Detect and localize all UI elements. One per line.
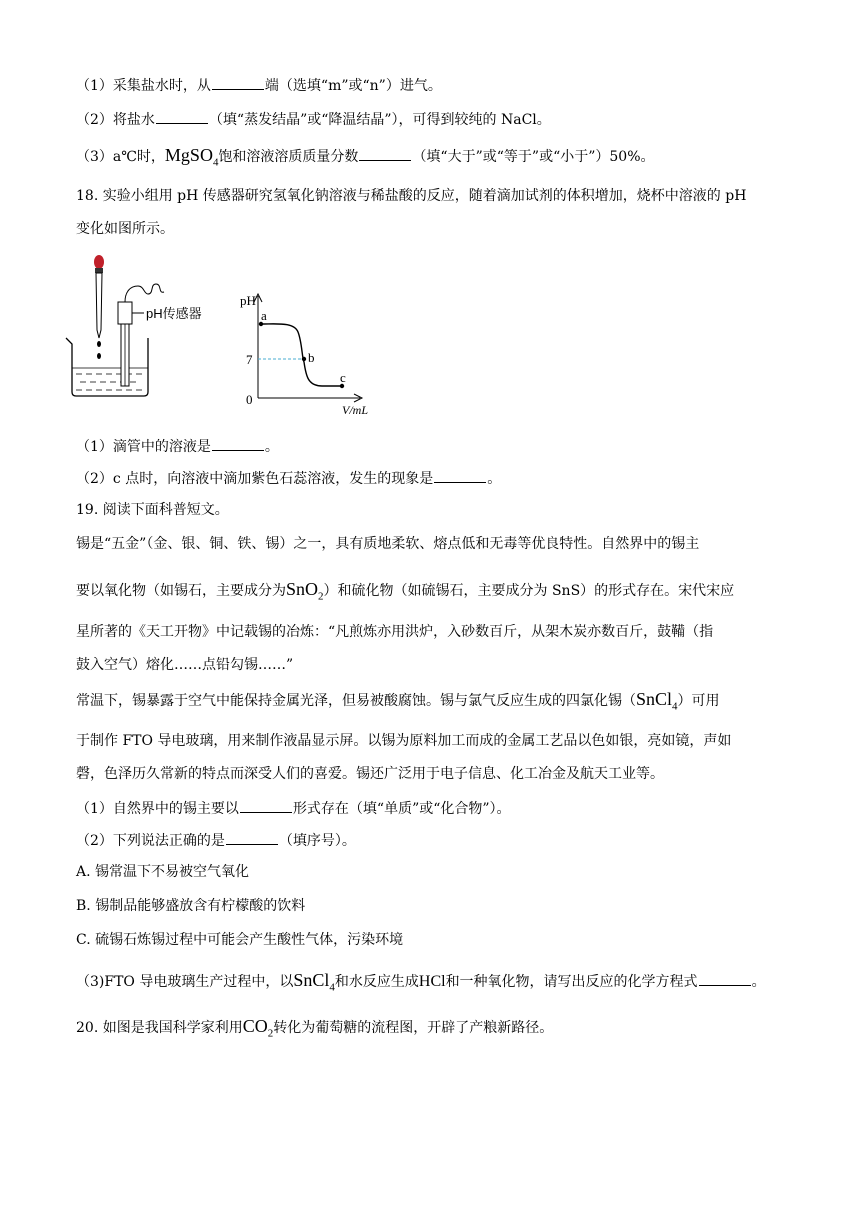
answer-blank[interactable] [212, 436, 264, 451]
q19-para-line6: 于制作 FTO 导电玻璃，用来制作液晶显示屏。以锡为原料加工而成的金属工艺品以色如银，亮如镜，声如 [76, 733, 732, 749]
beaker-icon [66, 338, 148, 396]
option-a: A. 锡常温下不易被空气氧化 [76, 864, 250, 880]
q19-l2-text-end: ）和硫化物（如硫锡石，主要成分为 SnS）的形式存在。宋代宋应 [323, 583, 735, 599]
origin-label: 0 [246, 392, 253, 407]
q18-p1-text-end: 。 [264, 439, 279, 455]
q19-p3-mid1: 和水反应生成 [334, 974, 419, 990]
q17-part1 [76, 75, 442, 96]
answer-blank[interactable] [240, 798, 292, 813]
q18-part1 [76, 436, 279, 457]
q19-para-line2 [76, 579, 734, 607]
q19-l5-text: 常温下，锡暴露于空气中能保持金属光泽，但易被酸腐蚀。锡与氯气反应生成的四氯化锡（ [76, 693, 636, 709]
q18-p2-text: （2）c 点时，向溶液中滴加紫色石蕊溶液，发生的现象是 [76, 471, 434, 487]
sncl4-formula: SnCl$_4$ [293, 970, 335, 994]
ph-curve [261, 324, 342, 386]
q19-part3 [76, 970, 766, 998]
q19-p3-mid2: 和一种氧化物，请写出反应的化学方程式 [445, 974, 698, 990]
q18-intro-line2: 变化如图所示。 [76, 221, 174, 237]
q19-p1-text: （1）自然界中的锡主要以 [76, 801, 239, 817]
hcl-formula: HCl [418, 973, 446, 990]
answer-blank[interactable] [434, 468, 486, 483]
sno2-formula: SnO$_2$ [286, 579, 324, 603]
answer-blank[interactable] [156, 109, 208, 124]
ph-sensor-icon [118, 284, 164, 386]
q18-p2-text-end: 。 [487, 471, 502, 487]
q17-p2-text: （2）将盐水 [76, 112, 155, 128]
q17-p3-text: （3）a℃时， [76, 149, 165, 165]
sncl4-formula: SnCl$_4$ [636, 689, 678, 713]
point-a-label: a [261, 308, 267, 323]
q19-part2 [76, 830, 356, 851]
q17-p3-mid: 饱和溶液溶质质量分数 [218, 149, 359, 165]
q17-part2 [76, 109, 551, 130]
q19-p2-text-end: （填序号）。 [278, 833, 356, 849]
q19-l5-text-end: ）可用 [677, 693, 720, 709]
q17-part3 [76, 145, 655, 173]
answer-blank[interactable] [699, 971, 751, 986]
q18-figure [58, 252, 368, 426]
q20-text: 20. 如图是我国科学家利用 [76, 1020, 243, 1036]
sensor-label: pH传感器 [146, 306, 202, 321]
q18-p1-text: （1）滴管中的溶液是 [76, 439, 211, 455]
q19-p1-text-end: 形式存在（填“单质”或“化合物”）。 [292, 801, 511, 817]
answer-blank[interactable] [212, 75, 264, 90]
q17-p2-text-end: （填“蒸发结晶”或“降温结晶”），可得到较纯的 NaCl。 [208, 112, 551, 128]
q17-p1-text: （1）采集盐水时，从 [76, 78, 211, 94]
mgso4-formula: MgSO$_4$ [164, 145, 219, 169]
option-c: C. 硫锡石炼锡过程中可能会产生酸性气体，污染环境 [76, 932, 404, 948]
q19-para-line7: 磬，色泽历久常新的特点而深受人们的喜爱。锡还广泛用于电子信息、化工冶金及航天工业等。 [76, 766, 664, 782]
x-axis-label: V/mL [342, 403, 368, 417]
point-b-marker [302, 357, 306, 361]
q19-para-line5 [76, 689, 720, 717]
point-b-label: b [308, 350, 315, 365]
answer-blank[interactable] [359, 146, 411, 161]
q19-p2-text: （2）下列说法正确的是 [76, 833, 225, 849]
q18-part2 [76, 468, 501, 489]
q19-l2-text: 要以氧化物（如锡石，主要成分为 [76, 583, 286, 599]
q19-title: 19. 阅读下面科普短文。 [76, 502, 229, 518]
q19-para-line1: 锡是“五金”（金、银、铜、铁、锡）之一，具有质地柔软、熔点低和无毒等优良特性。自然界中的锡主 [76, 536, 700, 552]
experiment-figure [58, 252, 368, 422]
q17-p1-text-end: 端（选填“m”或“n”）进气。 [264, 78, 442, 94]
point-c-label: c [340, 370, 346, 385]
q19-part1 [76, 798, 511, 819]
y-tick-7: 7 [246, 352, 253, 367]
co2-formula: $CO_2$ [242, 1016, 274, 1040]
q19-para-line3: 星所著的《天工开物》中记载锡的冶炼：“凡煎炼亦用洪炉，入砂数百斤，从架木炭亦数百斤，鼓鞴（指 [76, 624, 714, 640]
option-b: B. 锡制品能够盛放含有柠檬酸的饮料 [76, 898, 306, 914]
answer-blank[interactable] [226, 830, 278, 845]
q19-p3-text: （3)FTO 导电玻璃生产过程中，以 [76, 974, 294, 990]
q19-para-line4: 鼓入空气）熔化……点铅勾锡……” [76, 657, 294, 673]
q20-intro [76, 1016, 553, 1044]
q17-p3-text-end: （填“大于”或“等于”或“小于”）50%。 [412, 149, 655, 165]
q19-p3-text-end: 。 [751, 974, 766, 990]
q20-text-end: 转化为葡萄糖的流程图，开辟了产粮新路径。 [273, 1020, 554, 1036]
ph-curve-graph [254, 294, 362, 402]
q18-intro-line1: 18. 实验小组用 pH 传感器研究氢氧化钠溶液与稀盐酸的反应，随着滴加试剂的体积增加，烧杯中溶液的 pH [76, 188, 747, 204]
dropper-icon [94, 255, 104, 359]
y-axis-label: pH [240, 293, 256, 308]
